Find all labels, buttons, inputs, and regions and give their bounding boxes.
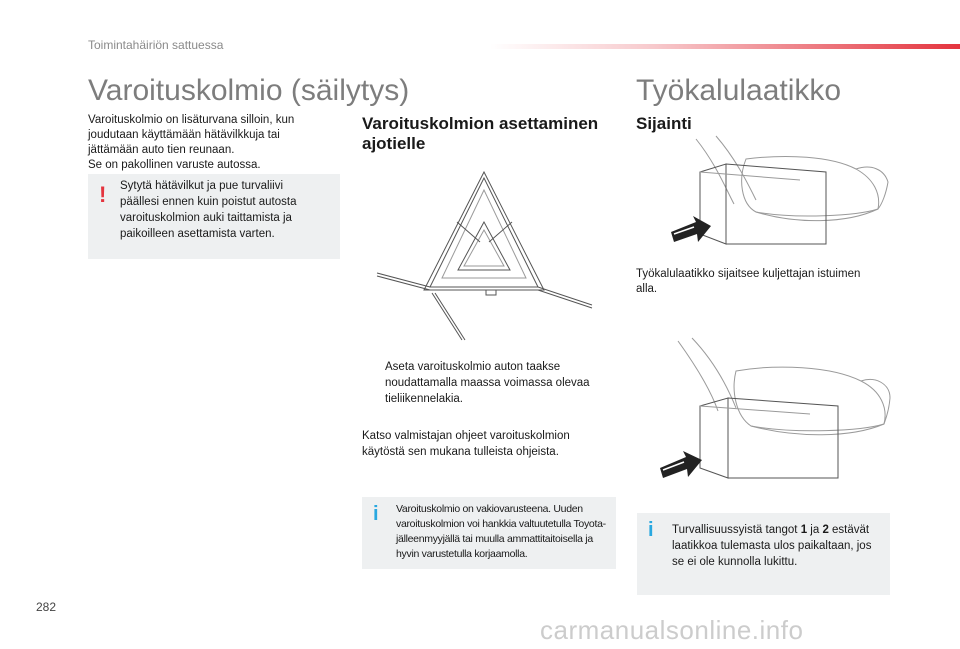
- toolbox-title: Työkalulaatikko: [636, 74, 842, 107]
- warning-icon: !: [99, 182, 107, 207]
- info-box-triangle: [362, 497, 616, 569]
- seat-illustration-top: [656, 134, 892, 252]
- rod-number-1: 1: [800, 524, 808, 536]
- toolbox-location-text: Työkalulaatikko sijaitsee kuljettajan istuimen alla.: [636, 268, 861, 295]
- info-text-triangle: Varoituskolmio on vakiovarusteena. Uuden varoituskolmion voi hankkia valtuutetulla Toyota-jälleenmyyjällä tai muulla ammattitaitoisella ja hyvin varustetulla korjaamolla.: [396, 503, 606, 560]
- section-title: Toimintahäiriön sattuessa: [88, 38, 224, 52]
- warning-box: [88, 174, 340, 259]
- rod-number-2: 2: [822, 524, 829, 536]
- page-number: 282: [36, 600, 57, 614]
- triangle-heading: Varoituskolmion asettaminen ajotielle: [362, 114, 599, 153]
- warning-text: Sytytä hätävilkut ja pue turvaliivi päällesi ennen kuin poistut autosta varoituskolmion auki taittamista ja paikoilleen asettamista varten.: [120, 180, 297, 240]
- header-accent-bar: [490, 44, 960, 49]
- info-icon: i: [648, 519, 654, 541]
- intro-text-2: Se on pakollinen varuste autossa.: [88, 159, 261, 171]
- info-box-toolbox: [637, 513, 890, 595]
- watermark: carmanualsonline.info: [540, 615, 804, 645]
- info-text-toolbox: [672, 522, 884, 570]
- info-icon: i: [373, 503, 379, 525]
- intro-paragraph: [88, 113, 323, 173]
- info-text-toolbox-mid: ja: [807, 524, 823, 536]
- bullet-text: Aseta varoituskolmio auton taakse noudattamalla maassa voimassa olevaa tieliikennelakia.: [385, 361, 590, 405]
- page-title: Varoituskolmio (säilytys): [88, 74, 410, 107]
- location-subheading: Sijainti: [636, 114, 692, 133]
- seat-illustration-bottom: [656, 336, 892, 486]
- info-text-toolbox-post: estävät laatikkoa tulemasta ulos paikaltaan, jos se ei ole kunnolla lukittu.: [672, 524, 872, 568]
- intro-text: Varoituskolmio on lisäturvana silloin, kun joudutaan käyttämään hätävilkkuja tai jättämään auto tien reunaan.: [88, 114, 295, 156]
- manual-text: Katso valmistajan ohjeet varoituskolmion käytöstä sen mukana tulleista ohjeista.: [362, 430, 570, 458]
- warning-triangle-illustration: [362, 160, 612, 350]
- info-text-toolbox-pre: Turvallisuussyistä tangot: [672, 524, 801, 536]
